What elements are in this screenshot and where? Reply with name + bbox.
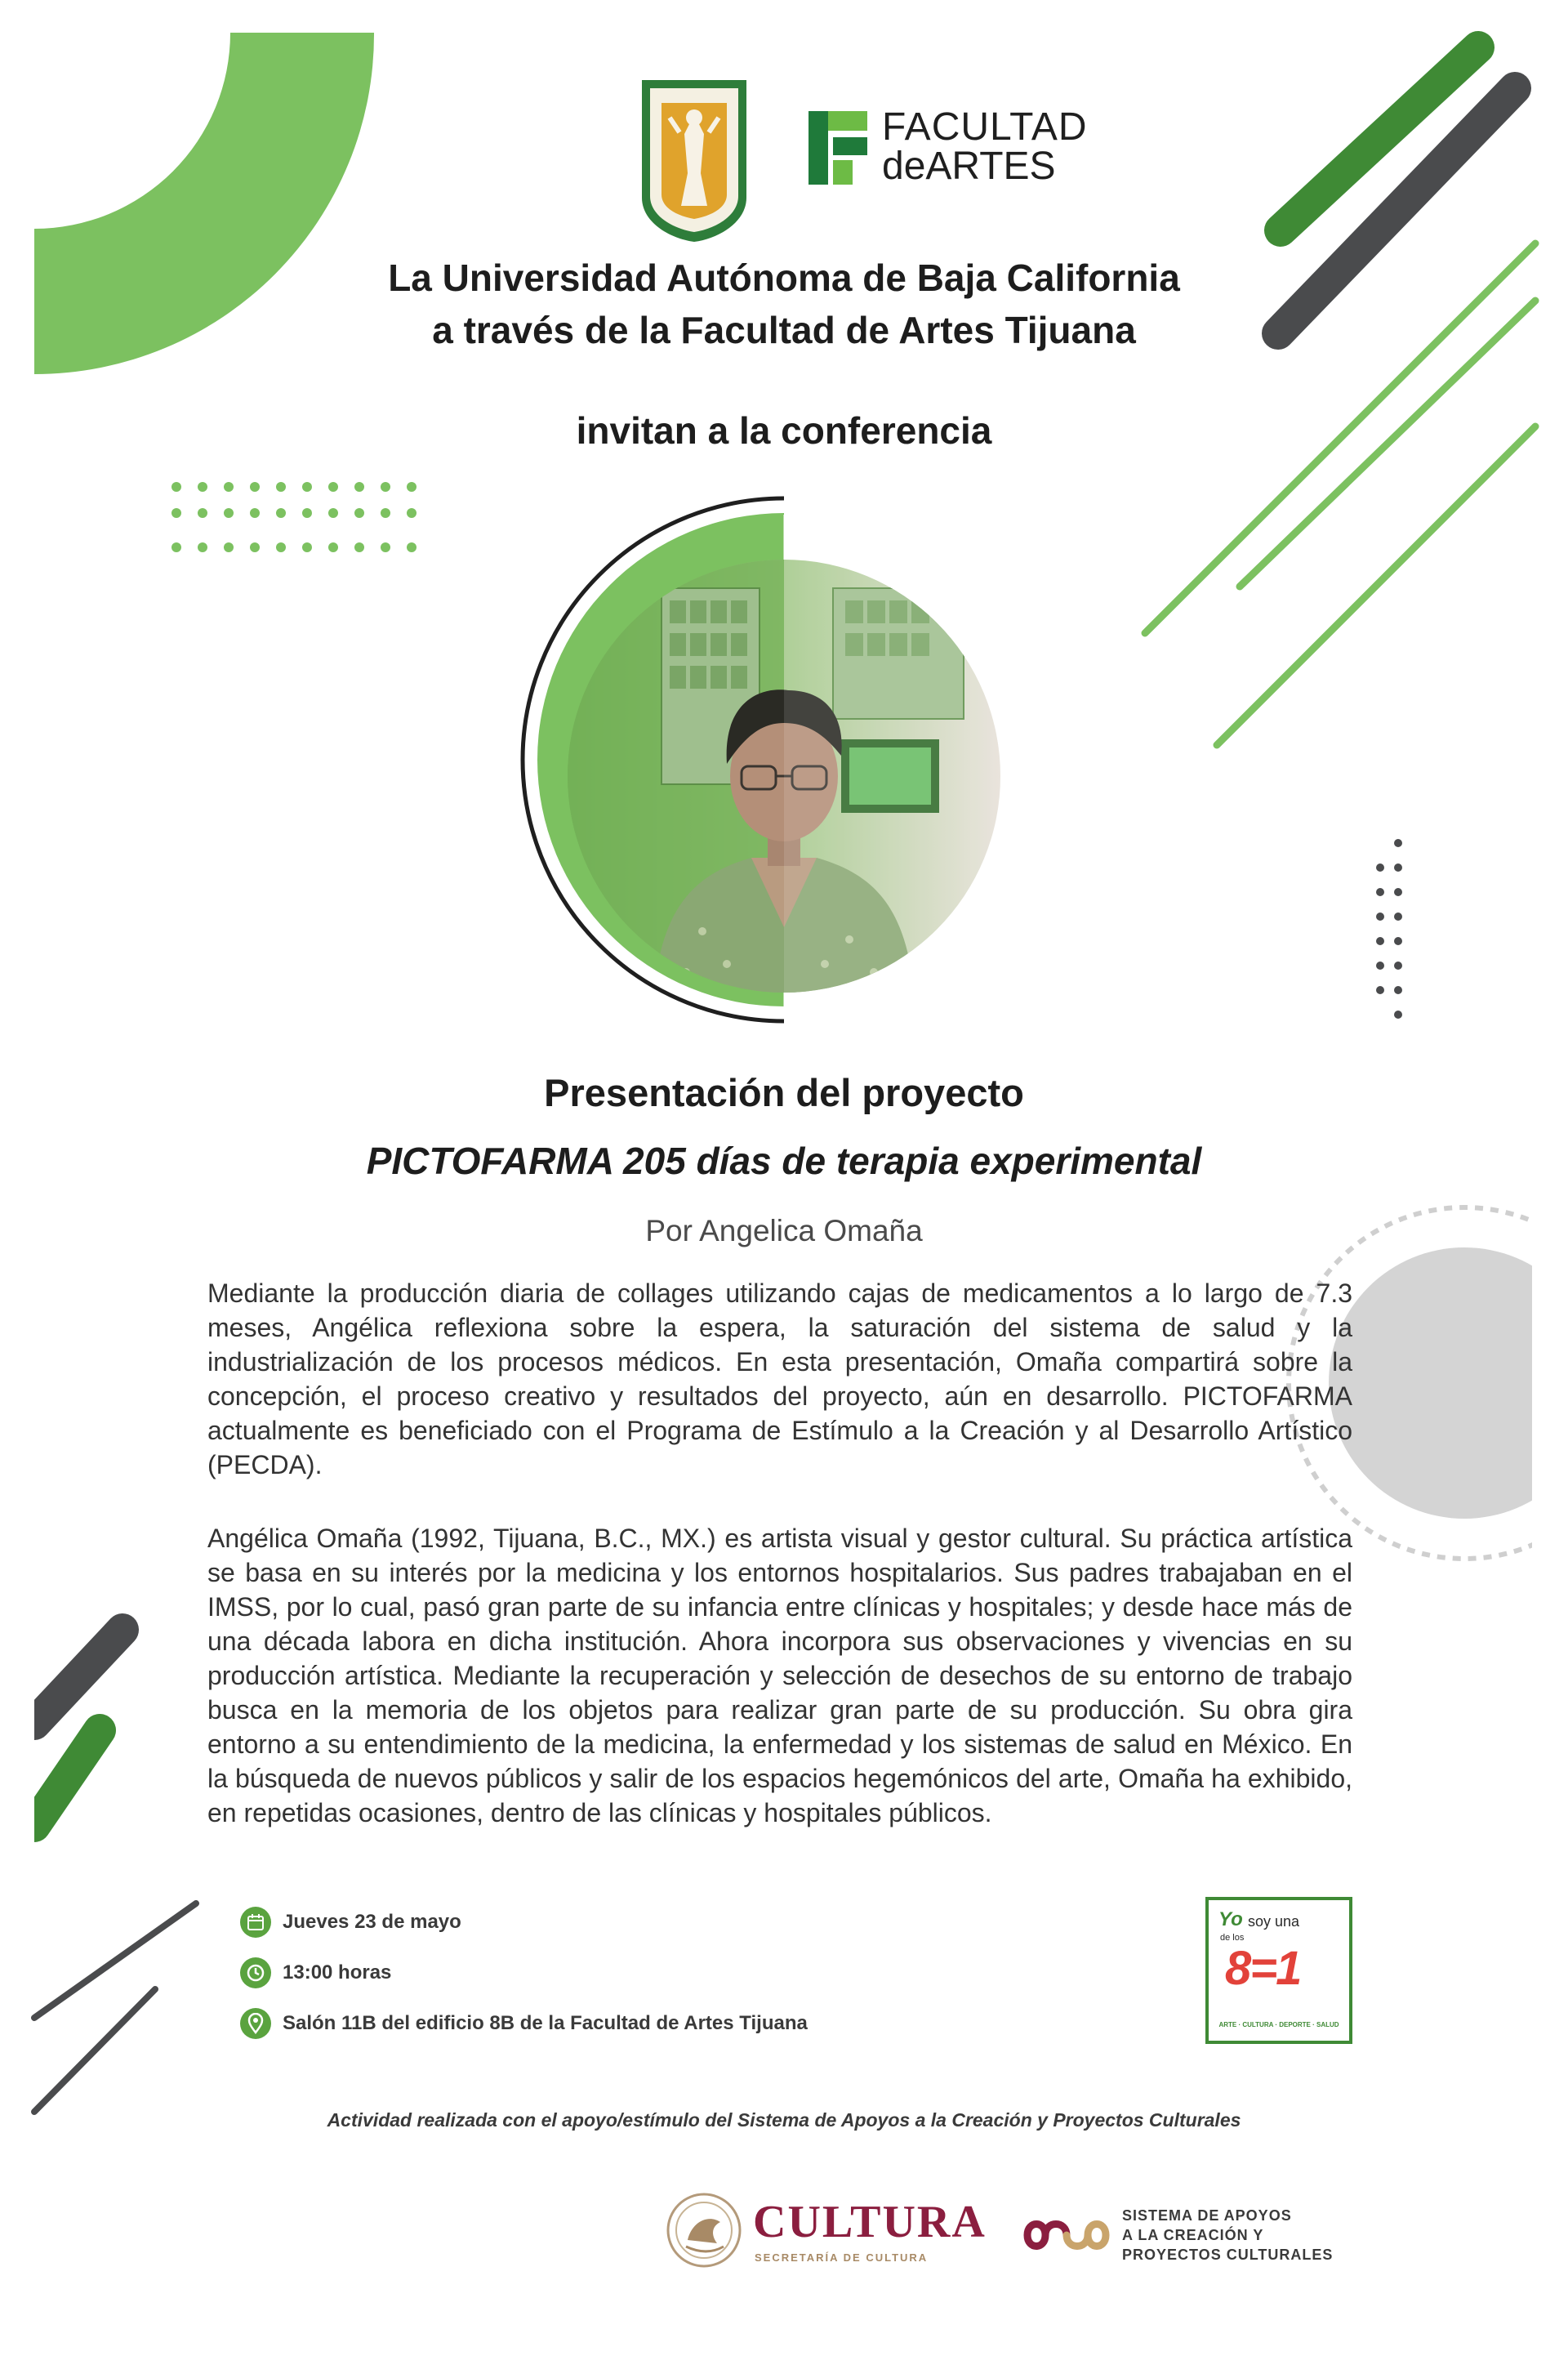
sacpc-logo-text xyxy=(1122,2206,1333,2265)
uabc-seal xyxy=(637,75,751,245)
sacpc-logo-icon xyxy=(1021,2209,1112,2261)
badge-line3: de los xyxy=(1220,1933,1245,1943)
badge-line2: soy una xyxy=(1248,1913,1300,1930)
cultura-logo-text: CULTURA xyxy=(753,2197,987,2247)
facultad-logo-de: de xyxy=(882,145,926,188)
event-location-text: Salón 11B del edificio 8B de la Facultad de Artes Tijuana xyxy=(283,2012,808,2034)
mexico-coat-of-arms-icon xyxy=(663,2189,745,2271)
description-paragraph: Mediante la producción diaria de collages utilizando cajas de medicamentos a lo largo de 7.3 meses, Angélica reflexiona sobre la espera, la saturación del sistema de salud y la industrialización de los procesos médicos. En esta presentación, Omaña compartirá sobre la concepción, el proceso creativo y resultados del proyecto, aún en desarrollo. PICTOFARMA actualmente es beneficiado con el Programa de Estímulo a la Creación y al Desarrollo Artístico (PECDA). xyxy=(207,1278,1352,1479)
dot-grid-left xyxy=(172,482,416,552)
badge-footer: ARTE · CULTURA · DEPORTE · SALUD xyxy=(1218,2021,1339,2028)
title-line-2: a través de la Facultad de Artes Tijuana xyxy=(432,309,1136,351)
project-title: PICTOFARMA 205 días de terapia experimental xyxy=(366,1140,1202,1182)
facultad-logo-line2 xyxy=(882,147,1056,186)
calendar-icon xyxy=(240,1907,271,1938)
dot-grid-right xyxy=(1376,839,1402,1019)
sacpc-line-1: SISTEMA DE APOYOS xyxy=(1122,2207,1292,2224)
sacpc-line-3: PROYECTOS CULTURALES xyxy=(1122,2247,1334,2263)
facultad-artes-mark-icon xyxy=(808,111,867,185)
invite-heading: invitan a la conferencia xyxy=(576,409,992,452)
event-location xyxy=(240,2008,808,2039)
event-time-text: 13:00 horas xyxy=(283,1961,392,1983)
sacpc-line-2: A LA CREACIÓN Y xyxy=(1122,2227,1264,2243)
badge-line1: Yo xyxy=(1218,1908,1243,1930)
cultura-subtitle: SECRETARÍA DE CULTURA xyxy=(755,2251,929,2264)
event-time xyxy=(240,1957,391,1988)
facultad-logo-artes: ARTES xyxy=(925,145,1056,188)
title-line-1: La Universidad Autónoma de Baja California xyxy=(388,257,1180,299)
map-pin-icon xyxy=(240,2008,271,2039)
support-note: Actividad realizada con el apoyo/estímulo del Sistema de Apoyos a la Creación y Proyectos Culturales xyxy=(327,2109,1241,2131)
event-date xyxy=(240,1907,461,1938)
clock-icon xyxy=(240,1957,271,1988)
facultad-artes-logo xyxy=(808,105,1088,188)
badge-number: 8=1 xyxy=(1225,1942,1301,1995)
yo-soy-una-badge xyxy=(1205,1897,1352,2044)
facultad-logo-line1: FACULTAD xyxy=(882,105,1088,149)
author-line: Por Angelica Omaña xyxy=(645,1214,923,1247)
presentation-heading: Presentación del proyecto xyxy=(544,1071,1024,1114)
event-date-text: Jueves 23 de mayo xyxy=(283,1911,461,1933)
speaker-portrait xyxy=(564,556,1004,997)
bio-paragraph: Angélica Omaña (1992, Tijuana, B.C., MX.) es artista visual y gestor cultural. Su práctica artística se basa en su interés por la medicina y los entornos hospitalarios. Sus padres trabajaban en el IMSS, por lo cual, pasó gran parte de su infancia entre clínicas y hospitales; y desde hace más de una década labora en dicha institución. Ahora incorpora sus observaciones y vivencias en su producción artística. Mediante la recuperación y selección de desechos de su entorno de trabajo busca en la memoria de los objetos para realizar gran parte de su producción. Su obra gira entorno a su entendimiento de la medicina, la enfermedad y los sistemas de salud en México. En la búsqueda de nuevos públicos y salir de los espacios hegemónicos del arte, Omaña ha exhibido, en repetidas ocasiones, dentro de las clínicas y hospitales públicos. xyxy=(207,1524,1352,1827)
